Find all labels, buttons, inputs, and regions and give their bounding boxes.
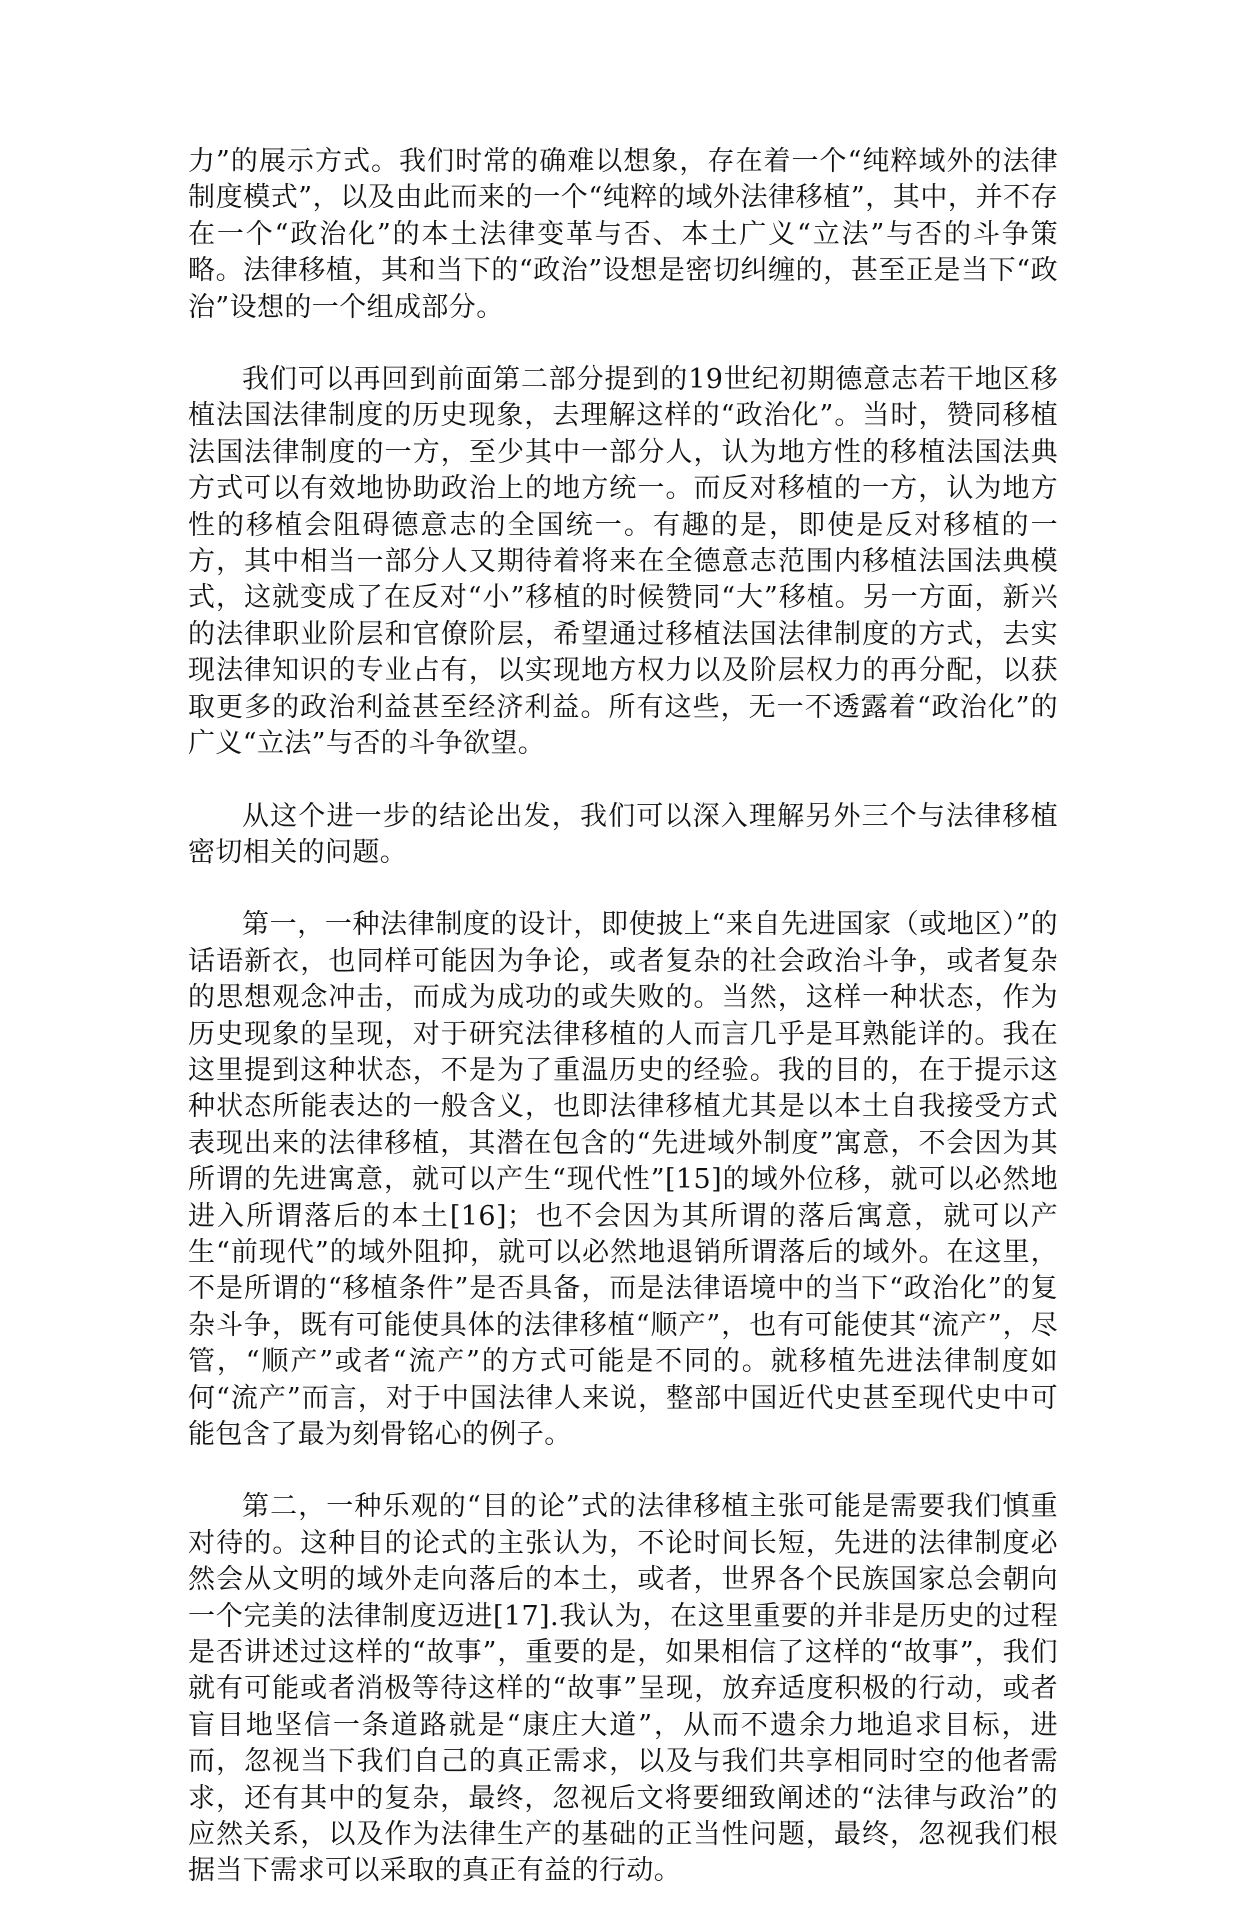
paragraph-german-transplant: 我们可以再回到前面第二部分提到的19世纪初期德意志若干地区移植法国法律制度的历史现象，去理解这样的“政治化”。当时，赞同移植法国法律制度的一方，至少其中一部分人，认为地方性的移植法国法典方式可以有效地协助政治上的地方统一。而反对移植的一方，认为地方性的移植会阻碍德意志的全国统一。有趣的是，即使是反对移植的一方，其中相当一部分人又期待着将来在全德意志范围内移植法国法典模式，这就变成了在反对“小”移植的时候赞同“大”移植。另一方面，新兴的法律职业阶层和官僚阶层，希望通过移植法国法律制度的方式，去实现法律知识的专业占有，以实现地方权力以及阶层权力的再分配，以获取更多的政治利益甚至经济利益。所有这些，无一不透露着“政治化”的广义“立法”与否的斗争欲望。 [188,364,1058,760]
paragraph-first-point: 第一，一种法律制度的设计，即使披上“来自先进国家（或地区）”的话语新衣，也同样可能因为争论，或者复杂的社会政治斗争，或者复杂的思想观念冲击，而成为成功的或失败的。当然，这样一种状态，作为历史现象的呈现，对于研究法律移植的人而言几乎是耳熟能详的。我在这里提到这种状态，不是为了重温历史的经验。我的目的，在于提示这种状态所能表达的一般含义，也即法律移植尤其是以本土自我接受方式表现出来的法律移植，其潜在包含的“先进域外制度”寓意，不会因为其所谓的先进寓意，就可以产生“现代性”[15]的域外位移，就可以必然地进入所谓落后的本土[16]；也不会因为其所谓的落后寓意，就可以产生“前现代”的域外阻抑，就可以必然地退销所谓落后的域外。在这里，不是所谓的“移植条件”是否具备，而是法律语境中的当下“政治化”的复杂斗争，既有可能使具体的法律移植“顺产”，也有可能使其“流产”，尽管，“顺产”或者“流产”的方式可能是不同的。就移植先进法律制度如何“流产”而言，对于中国法律人来说，整部中国近代史甚至现代史中可能包含了最为刻骨铭心的例子。 [188,909,1058,1450]
paragraph-second-point: 第二，一种乐观的“目的论”式的法律移植主张可能是需要我们慎重对待的。这种目的论式的主张认为，不论时间长短，先进的法律制度必然会从文明的域外走向落后的本土，或者，世界各个民族国家总会朝向一个完美的法律制度迈进[17].我认为，在这里重要的并非是历史的过程是否讲述过这样的“故事”，重要的是，如果相信了这样的“故事”，我们就有可能或者消极等待这样的“故事”呈现，放弃适度积极的行动，或者盲目地坚信一条道路就是“康庄大道”，从而不遗余力地追求目标，进而，忽视当下我们自己的真正需求，以及与我们共享相同时空的他者需求，还有其中的复杂，最终，忽视后文将要细致阐述的“法律与政治”的应然关系，以及作为法律生产的基础的正当性问题，最终，忽视我们根据当下需求可以采取的真正有益的行动。 [188,1491,1058,1887]
paragraph-three-questions: 从这个进一步的结论出发，我们可以深入理解另外三个与法律移植密切相关的问题。 [188,800,1058,868]
paragraph-continuation: 力”的展示方式。我们时常的确难以想象，存在着一个“纯粹域外的法律制度模式”，以及由此而来的一个“纯粹的域外法律移植”，其中，并不存在一个“政治化”的本土法律变革与否、本土广义“立法”与否的斗争策略。法律移植，其和当下的“政治”设想是密切纠缠的，甚至正是当下“政治”设想的一个组成部分。 [188,146,1058,323]
document-page [188,144,1058,1926]
